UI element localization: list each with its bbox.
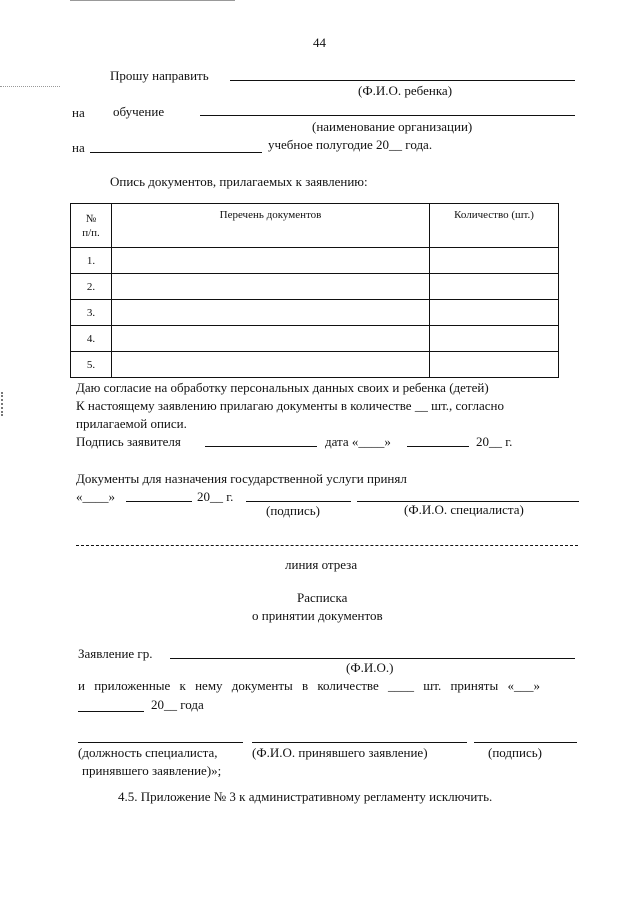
table-header-row — [71, 204, 559, 248]
row-number: 5. — [71, 352, 112, 378]
accepted-month-field[interactable] — [126, 501, 192, 502]
cut-line-label: линия отреза — [285, 557, 358, 572]
header-qty: Количество (шт.) — [430, 204, 559, 248]
table-row — [71, 300, 559, 326]
document-cell[interactable] — [112, 300, 430, 326]
position-field[interactable] — [78, 742, 243, 743]
child-fio-caption: (Ф.И.О. ребенка) — [358, 83, 453, 98]
scan-left-mark — [0, 86, 60, 87]
receiver-fio-caption: (Ф.И.О. принявшего заявление) — [252, 745, 428, 760]
na-label-2: на — [72, 140, 85, 155]
consent-line-2: К настоящему заявлению прилагаю документы в количестве __ шт., согласно — [76, 398, 504, 413]
scan-top-line — [70, 0, 235, 1]
document-cell[interactable] — [112, 326, 430, 352]
accepted-date-open: «____» — [76, 489, 115, 504]
month-field[interactable] — [407, 446, 469, 447]
row-number: 1. — [71, 248, 112, 274]
position-caption-2: принявшего заявление)»; — [82, 763, 222, 778]
semester-field[interactable] — [90, 152, 262, 153]
receiver-fio-field[interactable] — [252, 742, 467, 743]
closing-paragraph: 4.5. Приложение № 3 к административному регламенту исключить. — [118, 789, 493, 804]
request-label: Прошу направить — [110, 68, 209, 83]
education-label: обучение — [113, 104, 165, 119]
year-label: 20__ г. — [476, 434, 513, 449]
page-number: 44 — [313, 35, 326, 50]
date-label: дата «____» — [325, 434, 391, 449]
na-label-1: на — [72, 105, 85, 120]
table-row — [71, 248, 559, 274]
receiver-signature-caption: (подпись) — [488, 745, 542, 760]
cut-line — [76, 545, 578, 546]
organization-field[interactable] — [200, 115, 575, 116]
child-fio-field[interactable] — [230, 80, 575, 81]
applicant-signature-label: Подпись заявителя — [76, 434, 181, 449]
consent-line-1: Даю согласие на обработку персональных данных своих и ребенка (детей) — [76, 380, 489, 395]
accepted-signature-field[interactable] — [246, 501, 351, 502]
row-number: 4. — [71, 326, 112, 352]
receipt-year: 20__ года — [151, 697, 204, 712]
table-row — [71, 274, 559, 300]
receipt-line-2: и приложенные к нему документы в количестве ____ шт. приняты «___» — [78, 678, 540, 693]
receipt-month-field[interactable] — [78, 711, 144, 712]
document-cell[interactable] — [112, 274, 430, 300]
quantity-cell[interactable] — [430, 352, 559, 378]
table-row — [71, 326, 559, 352]
quantity-cell[interactable] — [430, 274, 559, 300]
statement-fio-field[interactable] — [170, 658, 575, 659]
semester-label: учебное полугодие 20__ года. — [268, 137, 433, 152]
receipt-subtitle: о принятии документов — [252, 608, 383, 623]
receipt-fio-caption: (Ф.И.О.) — [346, 660, 394, 675]
quantity-cell[interactable] — [430, 248, 559, 274]
row-number: 3. — [71, 300, 112, 326]
accepted-line: Документы для назначения государственной услуги принял — [76, 471, 407, 486]
scan-edge-mark — [1, 392, 3, 416]
consent-line-3: прилагаемой описи. — [76, 416, 187, 431]
document-cell[interactable] — [112, 352, 430, 378]
statement-label: Заявление гр. — [78, 646, 153, 661]
document-cell[interactable] — [112, 248, 430, 274]
specialist-fio-caption: (Ф.И.О. специалиста) — [404, 502, 524, 517]
row-number: 2. — [71, 274, 112, 300]
organization-caption: (наименование организации) — [312, 119, 473, 134]
applicant-signature-field[interactable] — [205, 446, 317, 447]
receipt-title: Расписка — [297, 590, 348, 605]
signature-caption: (подпись) — [266, 503, 320, 518]
quantity-cell[interactable] — [430, 326, 559, 352]
receiver-signature-field[interactable] — [474, 742, 577, 743]
accepted-year: 20__ г. — [197, 489, 234, 504]
header-num: № п/п. — [71, 204, 112, 248]
table-row — [71, 352, 559, 378]
inventory-table — [70, 203, 559, 378]
position-caption: (должность специалиста, — [78, 745, 218, 760]
inventory-title: Опись документов, прилагаемых к заявлению: — [110, 174, 368, 189]
header-list: Перечень документов — [112, 204, 430, 248]
quantity-cell[interactable] — [430, 300, 559, 326]
